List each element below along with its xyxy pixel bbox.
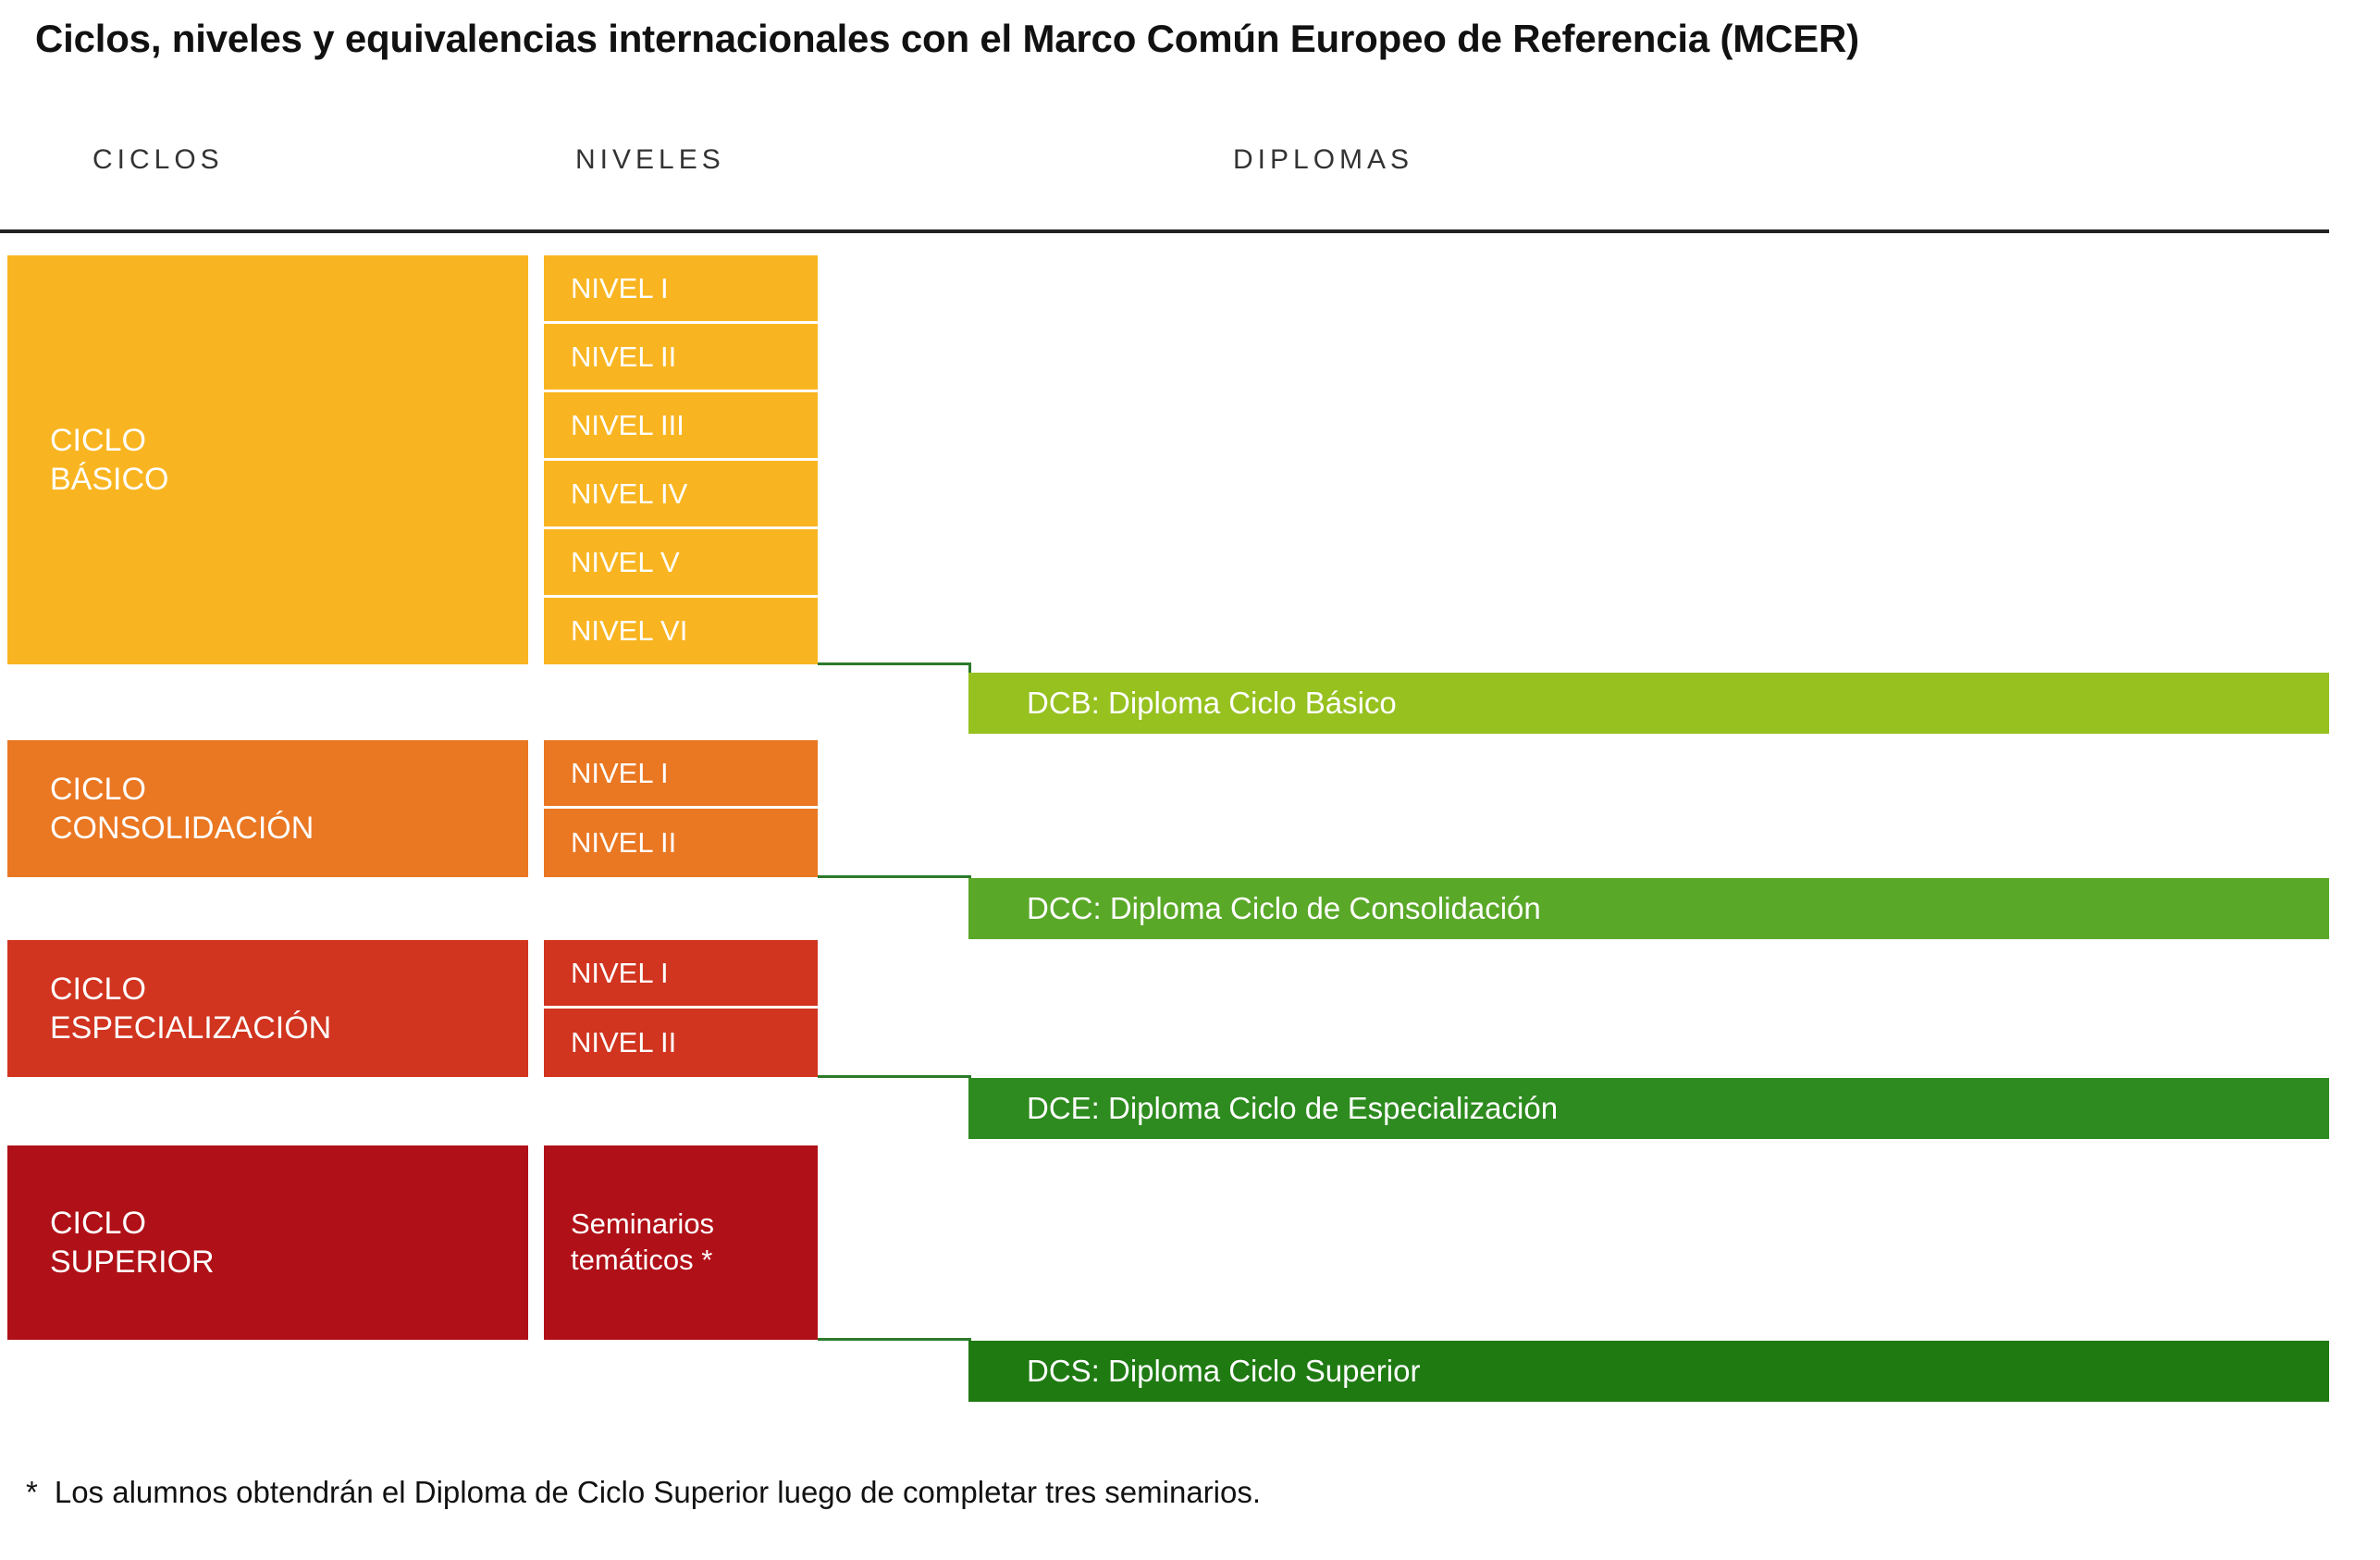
level-superior-seminarios: [544, 1145, 818, 1340]
level-basico-4: NIVEL IV: [544, 461, 818, 529]
cycle-name-line1: CICLO: [50, 1205, 146, 1241]
cycle-name-line1: CICLO: [50, 771, 146, 807]
level-consolidacion-2: NIVEL II: [544, 809, 818, 877]
level-especializacion-2: NIVEL II: [544, 1009, 818, 1077]
column-header-ciclos: CICLOS: [92, 144, 224, 175]
level-consolidacion-1: NIVEL I: [544, 740, 818, 809]
cycle-name-line1: CICLO: [50, 422, 146, 458]
cycle-name-line2: ESPECIALIZACIÓN: [50, 1010, 332, 1046]
diploma-dcb: DCB: Diploma Ciclo Básico: [968, 673, 2329, 734]
footnote-text: Los alumnos obtendrán el Diploma de Ciclo Superior luego de completar tres seminarios.: [54, 1475, 1262, 1509]
connector-superior-horizontal: [818, 1338, 970, 1341]
page-title: Ciclos, niveles y equivalencias internacionales con el Marco Común Europeo de Referencia (MCER): [35, 17, 1859, 60]
level-basico-6: NIVEL VI: [544, 598, 818, 664]
cycle-box-especializacion: [7, 940, 528, 1077]
level-column-superior: [544, 1145, 818, 1340]
diploma-dce: DCE: Diploma Ciclo de Especialización: [968, 1078, 2329, 1139]
cycle-box-basico: [7, 255, 528, 664]
seminar-label-line1: Seminarios: [571, 1207, 715, 1241]
diploma-dcc: DCC: Diploma Ciclo de Consolidación: [968, 878, 2329, 939]
connector-basico-horizontal: [818, 662, 970, 665]
cycle-name-line2: SUPERIOR: [50, 1244, 215, 1280]
cycle-box-consolidacion: [7, 740, 528, 877]
level-column-consolidacion: [544, 740, 818, 877]
diploma-dcs: DCS: Diploma Ciclo Superior: [968, 1341, 2329, 1402]
level-especializacion-1: NIVEL I: [544, 940, 818, 1009]
level-column-especializacion: [544, 940, 818, 1077]
seminar-label-line2: temáticos *: [571, 1244, 713, 1276]
level-basico-2: NIVEL II: [544, 324, 818, 392]
level-basico-1: NIVEL I: [544, 255, 818, 324]
level-column-basico: [544, 255, 818, 664]
footnote-marker: *: [26, 1475, 38, 1509]
column-header-niveles: NIVELES: [575, 144, 725, 175]
level-basico-3: NIVEL III: [544, 392, 818, 461]
cycle-box-superior: [7, 1145, 528, 1340]
cycle-name-line2: CONSOLIDACIÓN: [50, 811, 314, 846]
cycle-name-line2: BÁSICO: [50, 462, 169, 497]
column-header-diplomas: DIPLOMAS: [1233, 144, 1414, 175]
header-divider: [0, 229, 2329, 233]
connector-consolidacion-horizontal: [818, 875, 970, 878]
connector-especializacion-horizontal: [818, 1075, 970, 1078]
level-basico-5: NIVEL V: [544, 529, 818, 598]
cycle-name-line1: CICLO: [50, 971, 146, 1007]
footnote: [26, 1475, 1261, 1510]
